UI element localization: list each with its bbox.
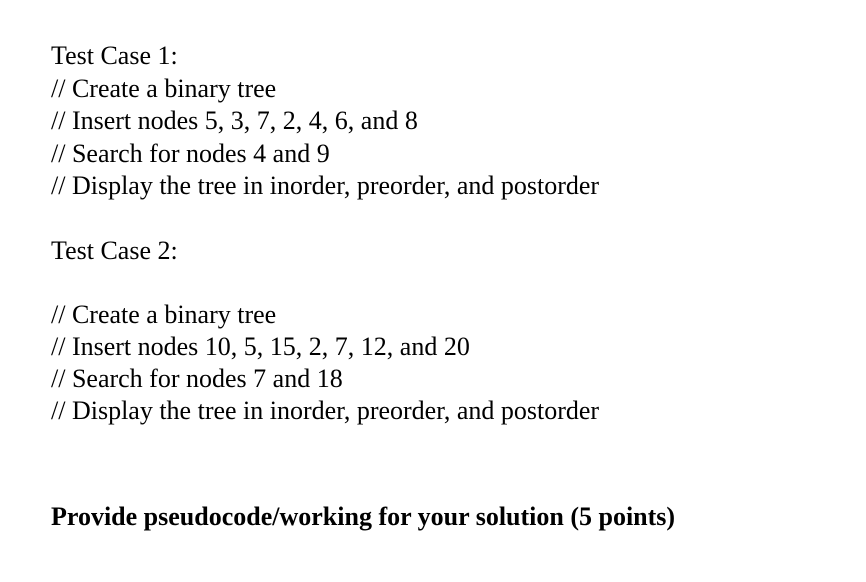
test-case-2-line-display: // Display the tree in inorder, preorder, and postorder xyxy=(51,396,600,425)
test-case-2-line-search: // Search for nodes 7 and 18 xyxy=(51,364,343,393)
test-case-1-heading: Test Case 1: xyxy=(51,41,178,70)
test-case-1-line-display: // Display the tree in inorder, preorder, and postorder xyxy=(51,171,600,200)
test-case-2-line-insert: // Insert nodes 10, 5, 15, 2, 7, 12, and 20 xyxy=(51,332,470,361)
instruction-text: Provide pseudocode/working for your solution (5 points) xyxy=(51,502,676,531)
test-case-2-heading: Test Case 2: xyxy=(51,236,178,265)
test-case-2-line-create: // Create a binary tree xyxy=(51,300,277,329)
test-case-1-line-insert: // Insert nodes 5, 3, 7, 2, 4, 6, and 8 xyxy=(51,106,418,135)
test-case-1-line-search: // Search for nodes 4 and 9 xyxy=(51,139,330,168)
test-case-1-line-create: // Create a binary tree xyxy=(51,74,277,103)
